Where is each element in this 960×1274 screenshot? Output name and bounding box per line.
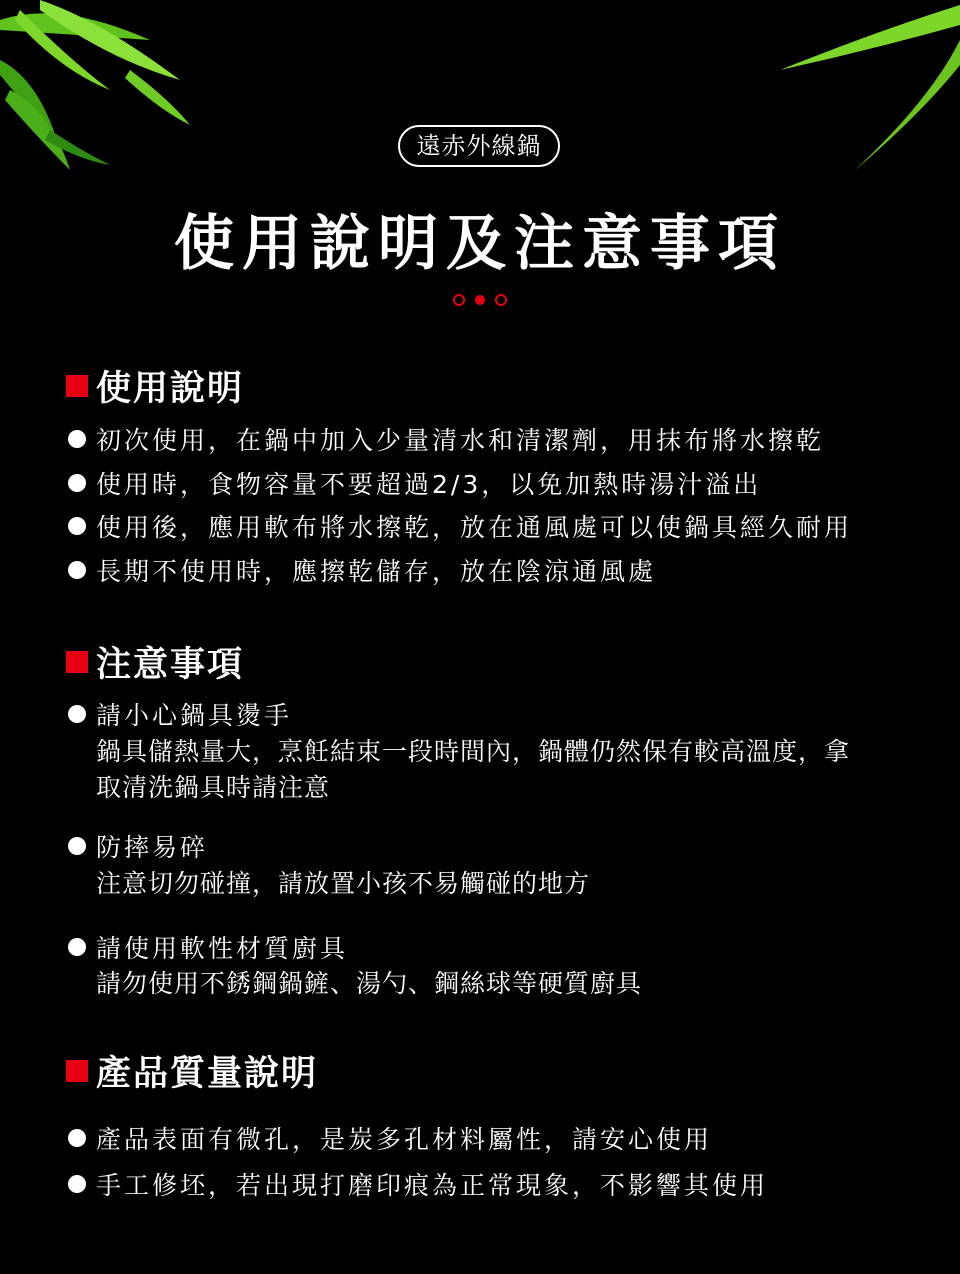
- bullet-icon: [68, 705, 86, 723]
- bullet-icon: [68, 1175, 86, 1193]
- bamboo-leaves-left: [0, 0, 200, 220]
- section-heading-text: 使用說明: [96, 369, 245, 409]
- bullet-icon: [68, 938, 86, 956]
- item-description: 鍋具儲熱量大，烹飪結束一段時間內，鍋體仍然保有較高溫度，拿 取清洗鍋具時請注意: [96, 737, 851, 802]
- list-item: 長期不使用時，應擦乾儲存，放在陰涼通風處: [68, 552, 656, 588]
- list-item: 請小心鍋具燙手: [68, 696, 292, 732]
- page-title: 使用說明及注意事項: [174, 209, 786, 279]
- bullet-icon: [68, 837, 86, 855]
- section-heading-text: 產品質量說明: [96, 1054, 319, 1094]
- list-item: 防摔易碎: [68, 828, 208, 864]
- list-item: 產品表面有微孔，是炭多孔材料屬性，請安心使用: [68, 1120, 712, 1156]
- list-item: 使用時，食物容量不要超過2/3，以免加熱時湯汁溢出: [68, 465, 761, 501]
- list-item: 手工修坯，若出現打磨印痕為正常現象，不影響其使用: [68, 1166, 768, 1202]
- bullet-icon: [68, 1129, 86, 1147]
- bullet-icon: [68, 474, 86, 492]
- list-item: 請使用軟性材質廚具: [68, 929, 348, 965]
- section-heading-quality: [66, 1051, 319, 1094]
- bullet-icon: [68, 517, 86, 535]
- section-heading-cautions: [66, 642, 245, 685]
- list-item: 初次使用，在鍋中加入少量清水和清潔劑，用抹布將水擦乾: [68, 421, 824, 457]
- title-dots: [452, 293, 512, 307]
- list-item: 使用後，應用軟布將水擦乾，放在通風處可以使鍋具經久耐用: [68, 508, 852, 544]
- red-square-icon: [66, 1060, 88, 1082]
- red-square-icon: [66, 375, 88, 397]
- section-heading-usage: [66, 366, 245, 409]
- bullet-icon: [68, 430, 86, 448]
- bamboo-leaves-right: [760, 0, 960, 190]
- item-description: 注意切勿碰撞，請放置小孩不易觸碰的地方: [96, 869, 591, 898]
- bullet-icon: [68, 561, 86, 579]
- red-square-icon: [66, 651, 88, 673]
- product-badge: 遠赤外線鍋: [398, 125, 560, 167]
- section-heading-text: 注意事項: [96, 645, 245, 685]
- item-description: 請勿使用不銹鋼鍋鏟、湯勺、鋼絲球等硬質廚具: [96, 969, 643, 998]
